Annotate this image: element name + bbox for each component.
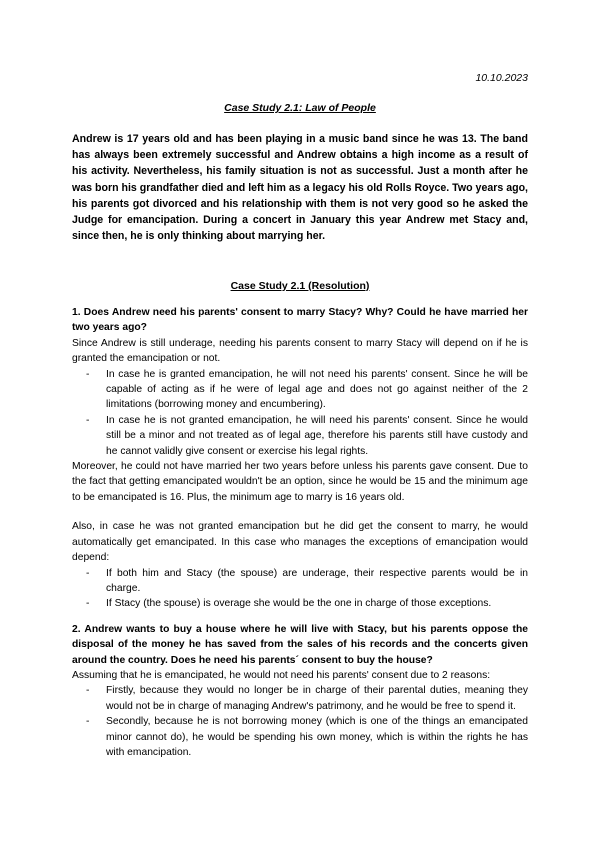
document-date: 10.10.2023 xyxy=(475,72,528,84)
list-item: - Secondly, because he is not borrowing money (which is one of the things an emancipated minor cannot do), he would be spending his own money, which is within the rights he has with emancipation. xyxy=(86,716,528,758)
list-item: - In case he is not granted emancipation, he will need his parents' consent. Since he would still be a minor and not treated as of legal age, therefore his parents still have custody and he cannot validly give consent or exercise his legal rights. xyxy=(86,414,528,457)
resolution-body xyxy=(72,305,528,760)
answer-1-also-list xyxy=(72,566,528,612)
list-item: - If Stacy (the spouse) is overage she would be the one in charge of those exceptions. xyxy=(86,598,492,610)
list-item: - Firstly, because they would no longer be in charge of their parental duties, meaning they would not be in charge of managing Andrew's patrimony, and he would be free to spend it. xyxy=(86,685,528,712)
answer-1: Since Andrew is still underage, needing his parents consent to marry Stacy will depend on if he is granted the emancipation or not. xyxy=(72,337,528,365)
answer-2: Assuming that he is emancipated, he would not need his parents' consent due to 2 reasons: xyxy=(72,669,491,681)
answer-1-moreover: Moreover, he could not have married her two years before unless his parents gave consent. Due to the fact that getting emancipated wouldn't be an option, since he would be 15 and the minimum age to be emancipated is 16. Plus, the minimum age to marry is 16 years old. xyxy=(72,461,528,503)
list-item: - If both him and Stacy (the spouse) are underage, their respective parents would be in charge. xyxy=(86,567,528,594)
answer-2-list xyxy=(72,683,528,760)
answer-1-list xyxy=(72,367,528,459)
list-item: - In case he is granted emancipation, he will not need his parents' consent. Since he will be capable of acting as if he were of legal age and does not go against neither of the 2 limitations (borrowing money and encumbering). xyxy=(86,368,528,411)
question-2: 2. Andrew wants to buy a house where he will live with Stacy, but his parents oppose the disposal of the money he has saved from the sales of his records and the concerts given around the country. Does he need his parents´ consent to buy the house? xyxy=(72,623,528,666)
resolution-title: Case Study 2.1 (Resolution) xyxy=(230,280,370,292)
document-title: Case Study 2.1: Law of People xyxy=(224,102,376,114)
case-intro: Andrew is 17 years old and has been playing in a music band since he was 13. The band has always been extremely successful and Andrew obtains a high income as a result of his activity. Nevertheless, his family situation is not as successful. Just a month after he was born his grandfather died and left him as a legacy his old Rolls Royce. Two years ago, his parents got divorced and his relationship with them is not very good so he asked the Judge for emancipation. During a concert in January this year Andrew met Stacy and, since then, he is only thinking about marrying her. xyxy=(72,133,528,243)
question-1: 1. Does Andrew need his parents' consent to marry Stacy? Why? Could he have married her two years ago? xyxy=(72,307,528,334)
answer-1-also: Also, in case he was not granted emancipation but he did get the consent to marry, he would automatically get emancipated. In this case who manages the exceptions of emancipation would depend: xyxy=(72,521,528,564)
